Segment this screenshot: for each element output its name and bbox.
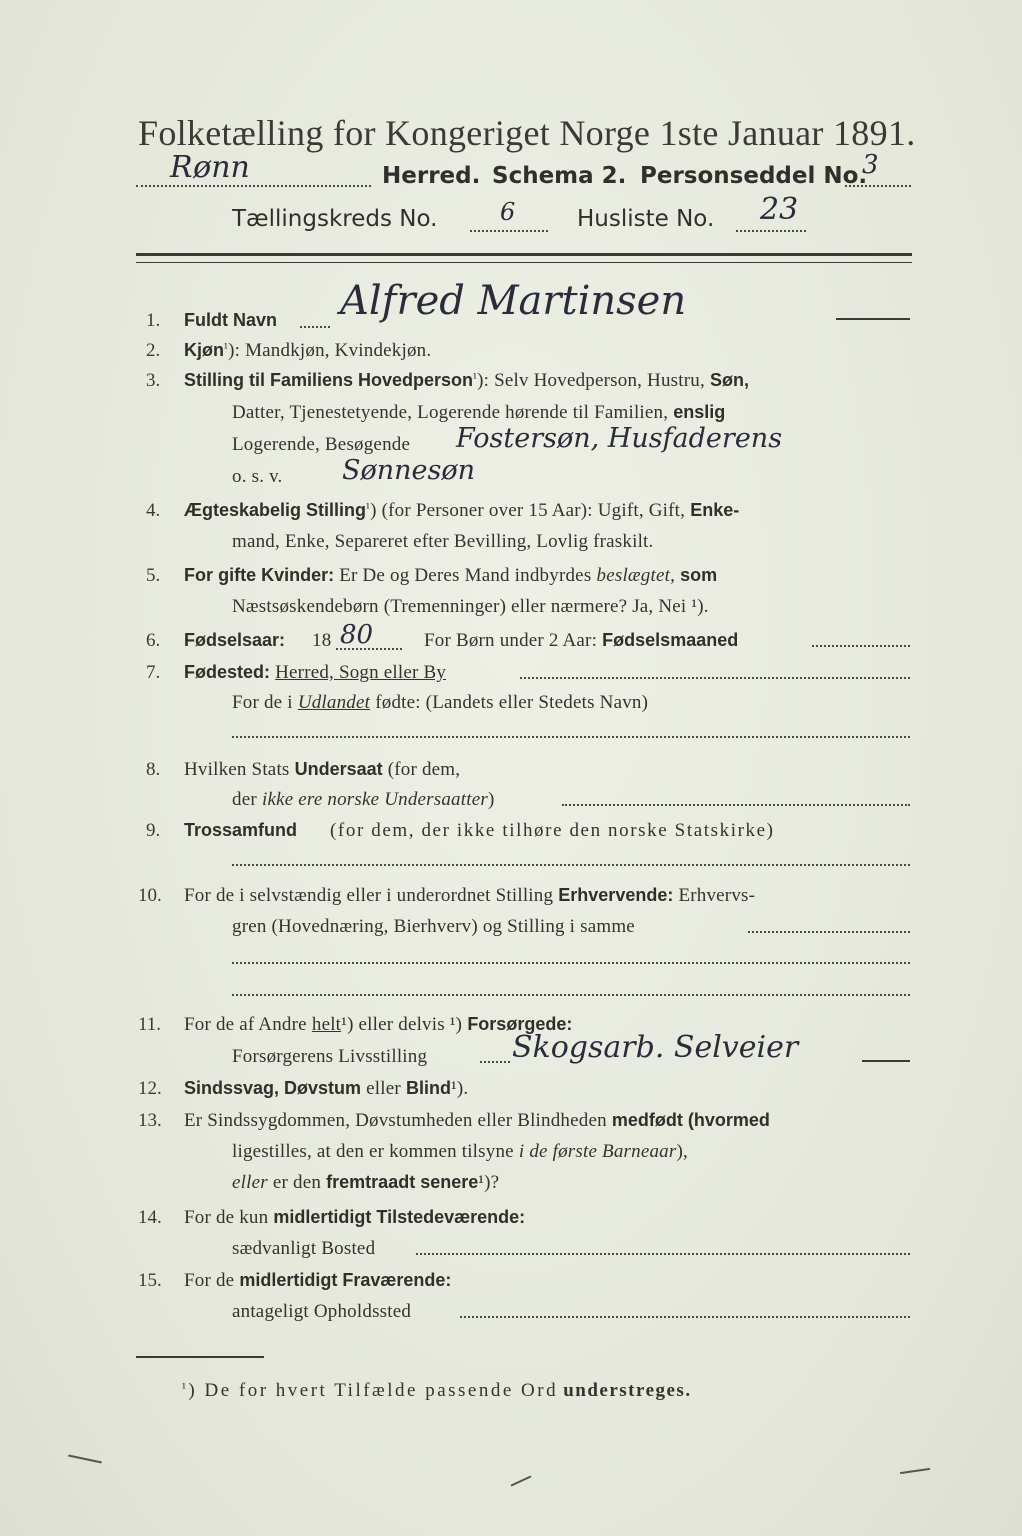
q11-provider-occupation-value: Skogsarb. Selveier bbox=[512, 1030, 799, 1065]
q10-text-end: Erhvervs- bbox=[678, 885, 756, 906]
footnote-text: ) De for hvert Tilfælde passende Ord bbox=[188, 1380, 559, 1401]
q13-text-2b: ), bbox=[676, 1141, 688, 1162]
q6-line-mid bbox=[424, 630, 738, 652]
q3-line-1 bbox=[184, 370, 749, 392]
herred-label: Herred. bbox=[382, 163, 481, 189]
q6-year-prefix: 18 bbox=[312, 630, 332, 651]
husliste-label: Husliste No. bbox=[577, 206, 715, 232]
q14-text-2: sædvanligt Bosted bbox=[232, 1238, 376, 1259]
q8-text-c: der bbox=[232, 789, 257, 810]
q15-line-1 bbox=[184, 1270, 451, 1292]
q13-line-3 bbox=[232, 1172, 499, 1194]
q4-sup: ¹ bbox=[366, 500, 371, 515]
q15-dotted-line bbox=[460, 1316, 910, 1318]
q7-line-1 bbox=[184, 662, 446, 684]
q14-number: 14. bbox=[138, 1207, 162, 1228]
paper-mark bbox=[900, 1468, 930, 1474]
q3-options-4: o. s. v. bbox=[232, 466, 283, 487]
q5-number: 5. bbox=[146, 565, 161, 586]
q10-text-2: gren (Hovednæring, Bierhverv) og Stilling i samme bbox=[232, 916, 635, 937]
form-title: Folketælling for Kongeriget Norge 1ste Januar 1891. bbox=[138, 113, 916, 153]
q13-text-bold-2: fremtraadt senere bbox=[326, 1172, 479, 1192]
q10-text-bold: Erhvervende: bbox=[558, 885, 674, 905]
q7-foreign-italic: Udlandet bbox=[297, 692, 371, 713]
q4-line-1 bbox=[184, 500, 739, 522]
header-rule-thick bbox=[136, 253, 912, 256]
herred-dotted-line bbox=[136, 185, 371, 187]
q6-under-2: For Børn under 2 Aar: bbox=[424, 630, 598, 651]
q11-end-line bbox=[862, 1060, 910, 1062]
q14-text-a: For de kun bbox=[184, 1207, 269, 1228]
q3-options-1: ): Selv Hovedperson, Hustru, bbox=[477, 370, 705, 391]
q1-dotted-line bbox=[300, 326, 330, 328]
q6-month-dotted-line bbox=[812, 645, 910, 647]
schema-label: Schema 2. bbox=[492, 163, 627, 189]
q1-number: 1. bbox=[146, 310, 161, 331]
q7-dotted-line-1 bbox=[520, 677, 910, 679]
footnote-rule bbox=[136, 1356, 264, 1358]
q3-value-1: Fostersøn, Husfaderens bbox=[456, 423, 783, 454]
q14-text-bold: midlertidigt Tilstedeværende: bbox=[273, 1207, 526, 1227]
q11-dotted-line bbox=[480, 1061, 510, 1063]
q14-dotted-line bbox=[416, 1253, 910, 1255]
taellingskreds-value: 6 bbox=[500, 198, 516, 226]
q11-text-2: Forsørgerens Livsstilling bbox=[232, 1046, 428, 1067]
q6-number: 6. bbox=[146, 630, 161, 651]
q2-line bbox=[184, 340, 431, 362]
q3-label: Stilling til Familiens Hovedperson bbox=[184, 370, 474, 390]
q10-dotted-line-1 bbox=[748, 931, 910, 933]
footnote-sup: ¹ bbox=[182, 1380, 189, 1395]
q15-number: 15. bbox=[138, 1270, 162, 1291]
q8-text-d: ) bbox=[487, 789, 495, 810]
q11-number: 11. bbox=[138, 1014, 162, 1035]
q13-text-italic: i de første Barneaar bbox=[518, 1141, 677, 1162]
q3-options-2: Datter, Tjenestetyende, Logerende hørende til Familien, bbox=[232, 402, 669, 423]
q15-text-bold: midlertidigt Fraværende: bbox=[239, 1270, 452, 1290]
q15-text-2: antageligt Opholdssted bbox=[232, 1301, 412, 1322]
q13-line-1 bbox=[184, 1110, 770, 1132]
q13-text-eller: eller bbox=[232, 1172, 268, 1193]
q9-dotted-line bbox=[232, 864, 910, 866]
q7-label: Fødested: bbox=[184, 662, 271, 682]
q4-options-1-bold: Enke- bbox=[690, 500, 740, 520]
q4-options-1: ) (for Personer over 15 Aar): Ugift, Gift, bbox=[370, 500, 686, 521]
q8-text-bold: Undersaat bbox=[294, 759, 383, 779]
q6-dotted-line bbox=[336, 648, 402, 650]
q11-text-a: For de af Andre bbox=[184, 1014, 307, 1035]
q11-text-b: ¹) eller delvis ¹) bbox=[341, 1014, 463, 1035]
q10-dotted-line-2 bbox=[232, 962, 910, 964]
q8-text-b: (for dem, bbox=[387, 759, 461, 780]
q5-question-end: som bbox=[680, 565, 718, 585]
q5-question-1: Er De og Deres Mand indbyrdes bbox=[339, 565, 592, 586]
personseddel-value: 3 bbox=[862, 150, 879, 180]
q11-text-bold: Forsørgede: bbox=[467, 1014, 573, 1034]
paper-mark bbox=[68, 1454, 102, 1463]
q2-label: Kjøn bbox=[184, 340, 224, 360]
q12-text-bold: Sindssvag, Døvstum bbox=[184, 1078, 362, 1098]
q13-text-2: ligestilles, at den er kommen tilsyne bbox=[232, 1141, 514, 1162]
q5-label-a: For bbox=[184, 565, 213, 585]
q13-text-3b: ¹)? bbox=[478, 1172, 500, 1193]
taellingskreds-label: Tællingskreds No. bbox=[232, 206, 438, 232]
q14-line-1 bbox=[184, 1207, 525, 1229]
q1-label: Fuldt Navn bbox=[184, 310, 277, 330]
q2-sup: ¹ bbox=[224, 340, 229, 355]
q13-text-bold: medfødt (hvormed bbox=[611, 1110, 770, 1130]
q5-label-b: gifte Kvinder: bbox=[218, 565, 335, 585]
q8-number: 8. bbox=[146, 759, 161, 780]
q13-line-2 bbox=[232, 1141, 688, 1163]
q2-number: 2. bbox=[146, 340, 161, 361]
q12-number: 12. bbox=[138, 1078, 162, 1099]
q8-text-italic: ikke ere norske Undersaatter bbox=[261, 789, 488, 810]
q3-options-1-bold: Søn, bbox=[710, 370, 750, 390]
q4-label: Ægteskabelig Stilling bbox=[184, 500, 367, 520]
q6-birth-year-value: 80 bbox=[340, 620, 374, 650]
footnote bbox=[182, 1380, 692, 1402]
q9-label: Trossamfund bbox=[184, 820, 298, 840]
q7-foreign-b: fødte: (Landets eller Stedets Navn) bbox=[375, 692, 649, 713]
q9-number: 9. bbox=[146, 820, 161, 841]
q5-question-2: Næstsøskendebørn (Tremenninger) eller nærmere? Ja, Nei ¹). bbox=[232, 596, 709, 617]
q7-options: Herred, Sogn eller By bbox=[275, 662, 447, 683]
q6-label: Fødselsaar: bbox=[184, 630, 286, 650]
q1-full-name-value: Alfred Martinsen bbox=[340, 278, 687, 324]
q3-sup: ¹ bbox=[473, 370, 478, 385]
q13-text-3: er den bbox=[272, 1172, 322, 1193]
q8-dotted-line bbox=[562, 804, 910, 806]
q13-number: 13. bbox=[138, 1110, 162, 1131]
q4-options-2: mand, Enke, Separeret efter Bevilling, Lovlig fraskilt. bbox=[232, 531, 654, 552]
header-rule-thin bbox=[136, 262, 912, 263]
q5-question-italic: beslægtet, bbox=[596, 565, 676, 586]
q8-line-1 bbox=[184, 759, 460, 781]
q3-options-3: Logerende, Besøgende bbox=[232, 434, 411, 455]
footnote-bold: understreges. bbox=[563, 1380, 692, 1401]
q4-number: 4. bbox=[146, 500, 161, 521]
q10-text-1: For de i selvstændig eller i underordnet Stilling bbox=[184, 885, 554, 906]
personseddel-label: Personseddel No. bbox=[640, 163, 868, 189]
q10-line-1 bbox=[184, 885, 755, 907]
husliste-value: 23 bbox=[760, 192, 799, 227]
q11-helt: helt bbox=[311, 1014, 342, 1035]
q12-text: eller bbox=[366, 1078, 401, 1099]
q7-number: 7. bbox=[146, 662, 161, 683]
q12-text-bold-2: Blind bbox=[406, 1078, 451, 1098]
taellingskreds-dotted-line bbox=[470, 230, 548, 232]
q10-number: 10. bbox=[138, 885, 162, 906]
q8-text-a: Hvilken Stats bbox=[184, 759, 290, 780]
q7-line-2 bbox=[232, 692, 648, 714]
q6-birth-month-label: Fødselsmaaned bbox=[602, 630, 739, 650]
q12-text-end: ¹). bbox=[451, 1078, 469, 1099]
q9-text: (for dem, der ikke tilhøre den norske Statskirke) bbox=[330, 820, 775, 841]
q12-line bbox=[184, 1078, 468, 1100]
q3-options-2-bold: enslig bbox=[673, 402, 726, 422]
q8-line-2 bbox=[232, 789, 494, 811]
q3-number: 3. bbox=[146, 370, 161, 391]
q3-value-2: Sønnesøn bbox=[342, 455, 476, 486]
q7-dotted-line-2 bbox=[232, 736, 910, 738]
q15-text-a: For de bbox=[184, 1270, 235, 1291]
herred-value: Rønn bbox=[170, 150, 250, 185]
q1-end-line bbox=[836, 318, 910, 320]
q13-text-1: Er Sindssygdommen, Døvstumheden eller Blindheden bbox=[184, 1110, 607, 1131]
q10-dotted-line-3 bbox=[232, 994, 910, 996]
q5-line-1 bbox=[184, 565, 717, 587]
husliste-dotted-line bbox=[736, 230, 806, 232]
paper-mark bbox=[511, 1475, 532, 1486]
q2-options: ): Mandkjøn, Kvindekjøn. bbox=[228, 340, 432, 361]
q7-foreign-a: For de i bbox=[232, 692, 293, 713]
personseddel-dotted-line bbox=[845, 185, 911, 187]
q3-line-2 bbox=[232, 402, 725, 424]
